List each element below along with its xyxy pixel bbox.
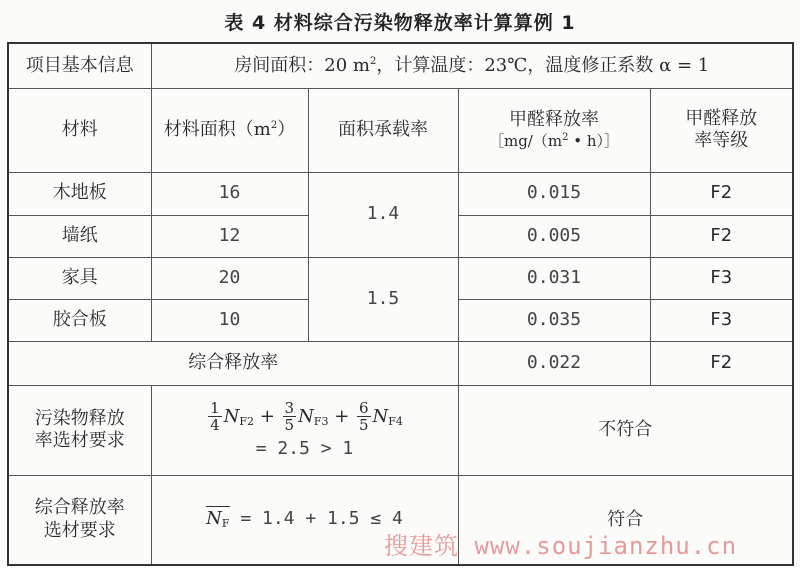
material-area: 10: [151, 299, 308, 341]
header-emission-rate: [458, 88, 650, 172]
composite-rate: 0.022: [458, 341, 650, 385]
emission-grade: F2: [650, 215, 793, 257]
header-grade: [650, 88, 793, 172]
material-name: 木地板: [8, 172, 151, 215]
requirement1-expression: $\frac{1}{4}$ $N_{F2}$ + $\frac{3}{5}$ $N_{F3}$ + $\frac{6}{5}$ $N_{F4}$: [210, 398, 403, 435]
material-name: 墙纸: [8, 215, 151, 257]
emission-grade: F3: [650, 299, 793, 341]
header-emission-title: 甲醛释放率: [509, 109, 599, 131]
emission-calculation-table: [7, 42, 794, 566]
requirement1-verdict: 不符合: [458, 385, 793, 475]
table-title: 表 4 材料综合污染物释放率计算算例 1: [224, 12, 576, 34]
material-area: 12: [151, 215, 308, 257]
requirement2-label-line1: 综合释放率: [34, 497, 125, 519]
material-area: 20: [151, 257, 308, 299]
fraction: $\frac{3}{5}$: [284, 398, 295, 435]
requirement1-label-line1: 污染物释放: [34, 407, 125, 429]
emission-rate: 0.005: [458, 215, 650, 257]
project-info-value: 房间面积：20 $m^2$，计算温度：23℃，温度修正系数 α = 1: [151, 43, 793, 88]
composite-row: [8, 341, 793, 385]
header-material: 材料: [8, 88, 151, 172]
emission-rate: 0.031: [458, 257, 650, 299]
composite-grade: F2: [650, 341, 793, 385]
header-row: [8, 88, 793, 172]
fraction: $\frac{1}{4}$: [210, 398, 220, 435]
emission-rate: 0.035: [458, 299, 650, 341]
emission-rate: 0.015: [458, 172, 650, 215]
requirement1-label: [8, 385, 151, 475]
requirement2-formula: $N_F = 1.4 + 1.5 \le 4$: [151, 475, 458, 565]
average-n-symbol: $N_F$: [206, 508, 230, 531]
requirement1-row: [8, 385, 793, 475]
header-area: 材料面积$(m^2)$: [151, 88, 308, 172]
load-rate-group2: 1.5: [308, 257, 458, 341]
header-load-rate: 面积承载率: [308, 88, 458, 172]
requirement2-label: [8, 475, 151, 565]
watermark-text: 搜建筑 www.soujianzhu.cn: [384, 532, 738, 560]
project-info-label: 项目基本信息: [8, 43, 151, 88]
header-emission-unit: $[mg/(m^2$ • h）］: [488, 131, 620, 150]
requirement1-formula: [151, 385, 458, 475]
project-info-row: [8, 43, 793, 88]
material-name: 家具: [8, 257, 151, 299]
material-area: 16: [151, 172, 308, 215]
material-name: 胶合板: [8, 299, 151, 341]
requirement2-verdict: 符合: [458, 475, 793, 565]
requirement2-label-line2: 选材要求: [43, 519, 116, 541]
emission-grade: F3: [650, 257, 793, 299]
table-row: [8, 172, 793, 215]
header-grade-line1: 甲醛释放: [685, 107, 758, 129]
fraction: $\frac{6}{5}$: [359, 398, 369, 435]
composite-label: 综合释放率: [8, 341, 458, 385]
emission-grade: F2: [650, 172, 793, 215]
header-grade-line2: 率等级: [694, 130, 749, 151]
table-row: [8, 257, 793, 299]
load-rate-group1: 1.4: [308, 172, 458, 257]
requirement1-result: = 2.5 > 1: [255, 437, 354, 459]
requirement1-label-line2: 率选材要求: [34, 430, 125, 451]
